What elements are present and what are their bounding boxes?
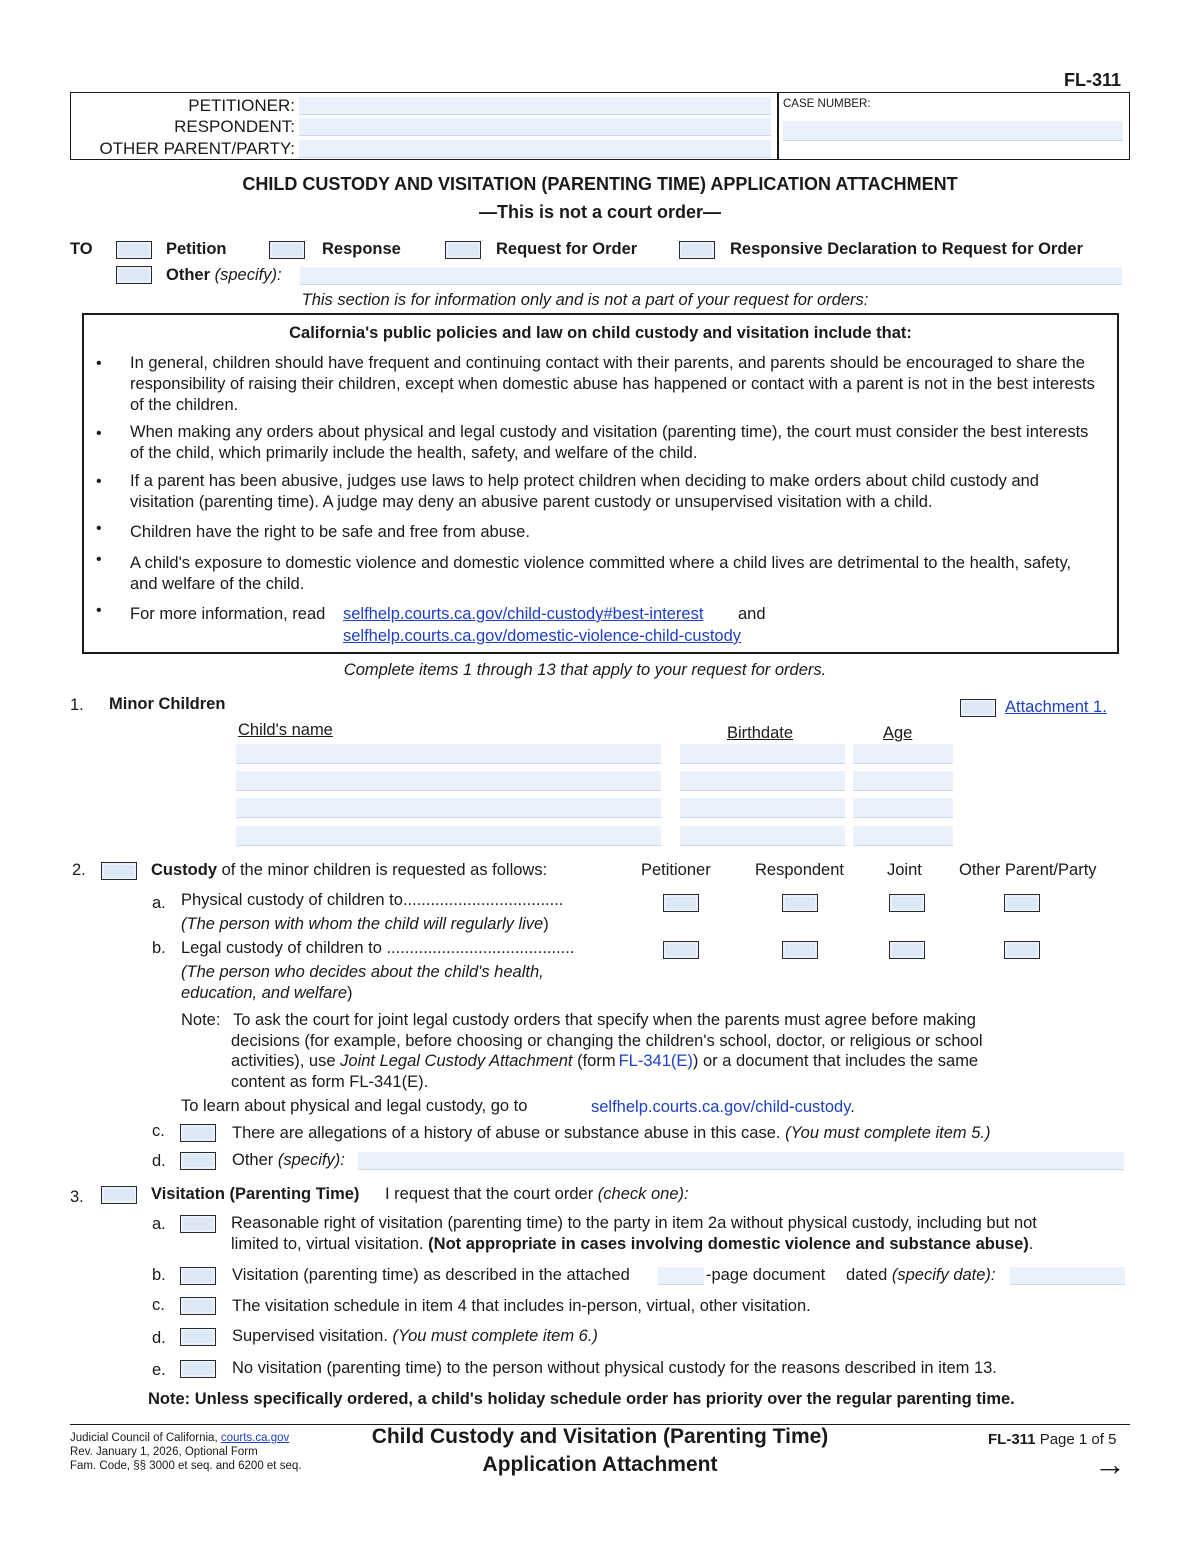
footer-rev: Rev. January 1, 2026, Optional Form (70, 1446, 258, 1458)
joint-note-label: Note: (181, 1011, 221, 1029)
page-subtitle: —This is not a court order— (478, 202, 722, 222)
learn-link-wrap (591, 1097, 855, 1117)
document-date-input[interactable] (1010, 1267, 1125, 1284)
footer-form-id: FL-311 (988, 1431, 1036, 1448)
page-count-input[interactable] (658, 1267, 704, 1284)
item2d-ital: (specify): (277, 1151, 345, 1169)
age-field-3[interactable] (853, 798, 953, 818)
bullet-1: • (96, 355, 102, 372)
item3a-line1: Reasonable right of visitation (parenting time) to the party in item 2a without physical custody, including but not (231, 1214, 1037, 1232)
col-joint: Joint (887, 861, 922, 879)
joint-note-line2: decisions (for example, before choosing or changing the children's school, doctor, or religious or school (231, 1032, 983, 1050)
page-count-field[interactable] (658, 1267, 704, 1285)
footer-council (70, 1432, 289, 1445)
item3b-dated-main: dated (846, 1266, 888, 1284)
petitioner-input[interactable] (299, 97, 771, 114)
custody-other-input[interactable] (358, 1152, 1124, 1169)
item2b-text: Legal custody of children to ......................................... (181, 939, 575, 957)
footer-title-1: Child Custody and Visitation (Parenting Time) (371, 1425, 829, 1448)
joint-note-form-title: Joint Legal Custody Attachment (340, 1052, 573, 1070)
age-input-3[interactable] (853, 798, 953, 817)
policy-bullet-1: In general, children should have frequent and continuing contact with their parents, and parents should be encouraged to share the responsibility of raising their children, except when domestic abuse has happened or contact with a parent is not in the best interests of the children. (130, 354, 1095, 414)
age-input-1[interactable] (853, 744, 953, 763)
next-page-arrow-icon[interactable]: → (1094, 1446, 1126, 1482)
best-interest-link[interactable]: selfhelp.courts.ca.gov/child-custody#best-interest (343, 605, 704, 623)
reasonable-visitation-checkbox[interactable] (180, 1215, 216, 1233)
item2b-note-close: ) (347, 984, 353, 1002)
child-name-input-4[interactable] (236, 826, 661, 845)
response-label: Response (322, 240, 401, 258)
item3b-dated (846, 1265, 996, 1285)
item2a-text: Physical custody of children to................................... (181, 891, 564, 909)
item3d-text (232, 1326, 598, 1346)
age-field-4[interactable] (853, 826, 953, 846)
birthdate-input-3[interactable] (680, 798, 845, 817)
schedule-item4-checkbox[interactable] (180, 1297, 216, 1315)
physical-joint-checkbox[interactable] (889, 894, 925, 912)
bullet-5: • (96, 551, 102, 568)
visitation-request (385, 1184, 689, 1204)
to-label: TO (70, 240, 93, 258)
item3e-letter: e. (152, 1361, 166, 1379)
item3d-ital: (You must complete item 6.) (392, 1327, 598, 1345)
item3c-letter: c. (152, 1296, 165, 1314)
legal-other-checkbox[interactable] (1004, 941, 1040, 959)
item2a-note-close: ) (543, 915, 549, 933)
item3d-main: Supervised visitation. (232, 1327, 388, 1345)
footer-code: Fam. Code, §§ 3000 et seq. and 6200 et seq. (70, 1460, 302, 1472)
child-custody-link[interactable]: selfhelp.courts.ca.gov/child-custody (591, 1098, 851, 1116)
col-other-party: Other Parent/Party (959, 861, 1097, 879)
item2b-letter: b. (152, 939, 166, 957)
policy-bullet-3: If a parent has been abusive, judges use laws to help protect children when deciding to make orders about child custody and visitation (parenting time). A judge may deny an abusive parent custody or unsupervised visitation with a child. (130, 472, 1039, 511)
case-number-label: CASE NUMBER: (783, 98, 871, 110)
item3a-letter: a. (152, 1215, 166, 1233)
response-checkbox[interactable] (269, 241, 305, 259)
form-id: FL-311 (1064, 70, 1122, 90)
supervised-visitation-checkbox[interactable] (180, 1328, 216, 1346)
custody-label (151, 860, 547, 880)
birthdate-field-2[interactable] (680, 771, 845, 791)
learn-text: To learn about physical and legal custody, go to (181, 1097, 528, 1115)
legal-respondent-checkbox[interactable] (782, 941, 818, 959)
item2b-note-1: (The person who decides about the child's health, (181, 963, 544, 981)
child-name-field-1[interactable] (236, 744, 661, 764)
item3b-letter: b. (152, 1266, 166, 1284)
attached-document-checkbox[interactable] (180, 1267, 216, 1285)
birthdate-input-1[interactable] (680, 744, 845, 763)
item1-label: Minor Children (109, 695, 226, 713)
child-name-header: Child's name (238, 721, 333, 739)
policy-bullet-2: When making any orders about physical and legal custody and visitation (parenting time), the court must consider the best interests of the child, which primarily include the health, safety, and welfare of the child. (130, 423, 1089, 462)
joint-note-line3 (231, 1051, 978, 1071)
other-specify-input[interactable] (300, 267, 1122, 284)
visitation-checkbox[interactable] (101, 1186, 137, 1204)
joint-note-line4: content as form FL-341(E). (231, 1073, 429, 1091)
age-header: Age (883, 724, 913, 742)
birthdate-field-1[interactable] (680, 744, 845, 764)
respondent-label: RESPONDENT: (174, 117, 295, 136)
other-party-label: OTHER PARENT/PARTY: (99, 139, 295, 158)
physical-respondent-checkbox[interactable] (782, 894, 818, 912)
item2a-note-text: (The person with whom the child will regularly live (181, 915, 544, 933)
legal-petitioner-checkbox[interactable] (663, 941, 699, 959)
item3d-letter: d. (152, 1329, 166, 1347)
request-for-order-label: Request for Order (496, 240, 638, 258)
complete-note: Complete items 1 through 13 that apply to your request for orders. (343, 661, 827, 679)
item3b-text: Visitation (parenting time) as described in the attached (232, 1266, 630, 1284)
other-checkbox[interactable] (116, 266, 152, 284)
custody-label-rest: of the minor children is requested as follows: (221, 861, 548, 879)
col-petitioner: Petitioner (641, 861, 711, 879)
birthdate-field-4[interactable] (680, 826, 845, 846)
item2d-main: Other (232, 1151, 274, 1169)
bullet-2: • (96, 425, 102, 442)
info-note: This section is for information only and is not a part of your request for orders: (301, 291, 869, 309)
custody-other-field[interactable] (358, 1152, 1124, 1170)
other-party-input[interactable] (299, 140, 771, 157)
responsive-declaration-label: Responsive Declaration to Request for Order (730, 240, 1084, 258)
attachment1-checkbox[interactable] (960, 699, 996, 717)
policy-heading: California's public policies and law on child custody and visitation include that: (289, 324, 912, 342)
respondent-input[interactable] (299, 118, 771, 135)
item3a-line2 (231, 1234, 1033, 1254)
custody-label-bold: Custody (151, 861, 217, 879)
learn-period: . (850, 1098, 855, 1116)
caption-divider (777, 93, 779, 159)
birthdate-input-2[interactable] (680, 771, 845, 790)
policy-bullet-5: A child's exposure to domestic violence and domestic violence committed where a child lives are detrimental to the health, safety, and welfare of the child. (130, 554, 1072, 593)
item3a-period: . (1028, 1235, 1034, 1253)
child-name-input-2[interactable] (236, 771, 661, 790)
custody-checkbox[interactable] (101, 862, 137, 880)
item2c-letter: c. (152, 1122, 165, 1140)
footer-page-number: Page 1 of 5 (1039, 1431, 1117, 1448)
birthdate-field-3[interactable] (680, 798, 845, 818)
item2c-text (232, 1123, 991, 1143)
bullet-3: • (96, 473, 102, 490)
item2b-note-2-text: education, and welfare (181, 984, 348, 1002)
item3c-text: The visitation schedule in item 4 that includes in-person, virtual, other visitation. (232, 1297, 811, 1315)
request-for-order-checkbox[interactable] (445, 241, 481, 259)
case-number-input[interactable] (783, 121, 1123, 140)
item3a-line2-bold: (Not appropriate in cases involving domestic violence and substance abuse) (428, 1235, 1029, 1253)
bullet-4: • (96, 520, 102, 537)
document-date-field[interactable] (1010, 1267, 1125, 1285)
more-info-prefix: For more information, read (130, 605, 326, 623)
other-specify-field[interactable] (300, 267, 1122, 285)
child-name-field-3[interactable] (236, 798, 661, 818)
and-text: and (738, 605, 766, 623)
other-label-text: Other (166, 266, 211, 284)
bullet-6: • (96, 602, 102, 619)
age-input-2[interactable] (853, 771, 953, 790)
responsive-declaration-checkbox[interactable] (679, 241, 715, 259)
petition-checkbox[interactable] (116, 241, 152, 259)
child-name-input-3[interactable] (236, 798, 661, 817)
item2c-main: There are allegations of a history of abuse or substance abuse in this case. (232, 1124, 781, 1142)
birthdate-input-4[interactable] (680, 826, 845, 845)
physical-other-checkbox[interactable] (1004, 894, 1040, 912)
child-name-field-2[interactable] (236, 771, 661, 791)
custody-other-checkbox[interactable] (180, 1152, 216, 1170)
visitation-label: Visitation (Parenting Time) (151, 1185, 360, 1203)
item2a-note (181, 914, 549, 934)
footer-council-text: Judicial Council of California, (70, 1432, 218, 1444)
birthdate-header: Birthdate (727, 724, 794, 742)
legal-joint-checkbox[interactable] (889, 941, 925, 959)
item3e-text: No visitation (parenting time) to the person without physical custody for the reasons described in item 13. (232, 1359, 997, 1377)
joint-note-line3-a: activities), use (231, 1052, 336, 1070)
policy-bullet-4: Children have the right to be safe and free from abuse. (130, 523, 530, 541)
item2d-letter: d. (152, 1152, 166, 1170)
petitioner-field[interactable] (299, 97, 771, 115)
item1-number: 1. (70, 696, 84, 714)
item2b-note-2 (181, 983, 353, 1003)
item3b-page: -page document (706, 1266, 826, 1284)
case-number-field[interactable] (783, 121, 1123, 141)
item2d-text (232, 1150, 345, 1170)
child-name-input-1[interactable] (236, 744, 661, 763)
petition-label: Petition (166, 240, 227, 258)
attachment1-link[interactable]: Attachment 1. (1005, 698, 1107, 716)
item3b-dated-ital: (specify date): (891, 1266, 996, 1284)
joint-note-line3-c: ) or a document that includes the same (692, 1052, 979, 1070)
domestic-violence-link[interactable]: selfhelp.courts.ca.gov/domestic-violence-child-custody (343, 627, 742, 645)
item2a-letter: a. (152, 894, 166, 912)
physical-petitioner-checkbox[interactable] (663, 894, 699, 912)
caption-box (70, 92, 1130, 160)
visitation-request-ital: (check one): (597, 1185, 689, 1203)
child-name-field-4[interactable] (236, 826, 661, 846)
age-field-2[interactable] (853, 771, 953, 791)
holiday-note: Note: Unless specifically ordered, a child's holiday schedule order has priority over the regular parenting time. (148, 1390, 1015, 1408)
age-field-1[interactable] (853, 744, 953, 764)
col-respondent: Respondent (755, 861, 844, 879)
page-title: CHILD CUSTODY AND VISITATION (PARENTING TIME) APPLICATION ATTACHMENT (242, 174, 958, 194)
item3a-line2-main: limited to, virtual visitation. (231, 1235, 424, 1253)
petitioner-label: PETITIONER: (188, 96, 295, 115)
item2-number: 2. (72, 861, 86, 879)
abuse-allegations-checkbox[interactable] (180, 1124, 216, 1142)
courts-link[interactable]: courts.ca.gov (220, 1432, 290, 1444)
visitation-request-main: I request that the court order (385, 1185, 594, 1203)
respondent-field[interactable] (299, 118, 771, 136)
joint-note-line3-b: (form (577, 1052, 616, 1070)
item3-number: 3. (70, 1188, 84, 1206)
other-label (166, 265, 282, 285)
item2c-ital: (You must complete item 5.) (785, 1124, 991, 1142)
other-specify-text: (specify): (214, 266, 282, 284)
footer-title-2: Application Attachment (482, 1453, 718, 1476)
no-visitation-checkbox[interactable] (180, 1360, 216, 1378)
joint-note-line1: To ask the court for joint legal custody orders that specify when the parents must agree before making (233, 1011, 976, 1029)
fl341e-link[interactable]: FL-341(E) (618, 1052, 693, 1070)
other-party-field[interactable] (299, 140, 771, 158)
age-input-4[interactable] (853, 826, 953, 845)
